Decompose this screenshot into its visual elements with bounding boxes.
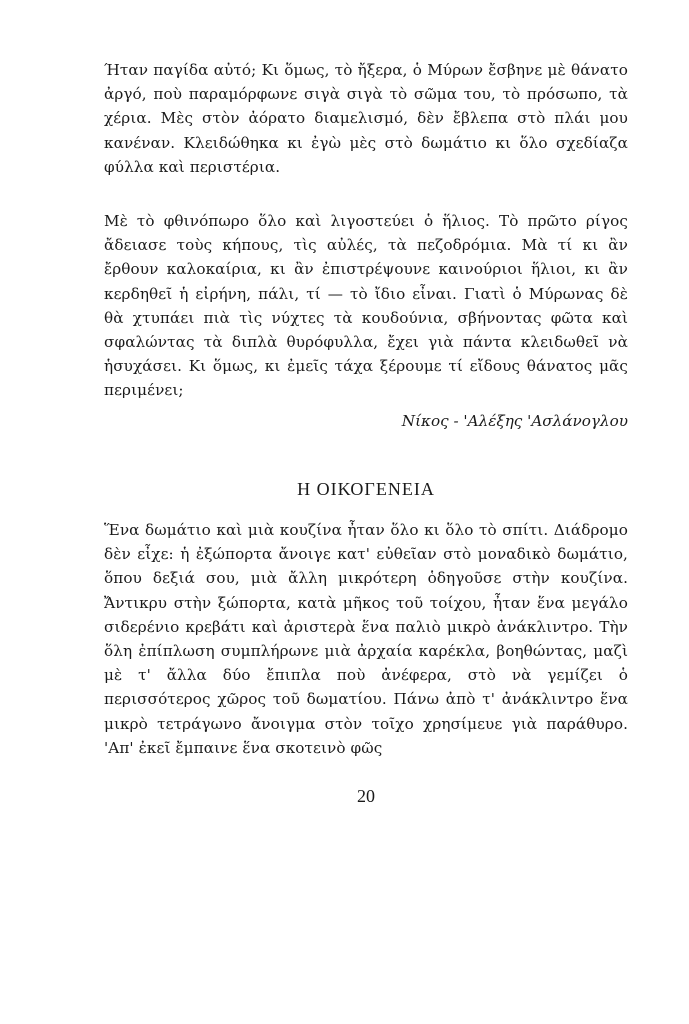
- section-paragraph: [104, 518, 628, 760]
- poem-paragraph-2: [104, 209, 628, 403]
- page-number: 20: [357, 786, 375, 806]
- section-paragraph-text: Ἕνα δωμάτιο καὶ μιὰ κουζίνα ἦταν ὅλο κι ὅλο τὸ σπίτι. Διάδρομο δὲν εἶχε: ἡ ἐξώπορτα ἄνοιγε κατ' εὐθεῖαν στὸ μοναδικὸ δωμάτιο, ὅπου δεξιά σου, μιὰ ἄλλη μικρότερη ὁδηγοῦσε στὴν κουζίνα. Ἄντικρυ στὴν ξώπορτα, κατὰ μῆκος τοῦ τοίχου, ἦταν ἕνα μεγάλο σιδερένιο κρεβάτι καὶ ἀριστερὰ ἕνα παλιὸ μικρὸ ἀνάκλιντρο. Τὴν ὅλη ἐπίπλωση συμπλήρωνε μιὰ ἀρχαία καρέκλα, βοηθώντας, μαζὶ μὲ τ' ἄλλα δύο ἔπιπλα ποὺ ἀνέφερα, στὸ νὰ γεμίζει ὁ περισσότερος χῶρος τοῦ δωματίου. Πάνω ἀπὸ τ' ἀνάκλιντρο ἕνα μικρὸ τετράγωνο ἄνοιγμα στὸν τοῖχο χρησίμευε γιὰ παράθυρο. 'Απ' ἐκεῖ ἔμπαινε ἕνα σκοτεινὸ φῶς: [104, 521, 628, 757]
- section-title: Η ΟΙΚΟΓΕΝΕΙΑ: [297, 479, 435, 499]
- poem-paragraph-1: [104, 58, 628, 179]
- poem-paragraph-2-text: Μὲ τὸ φθινόπωρο ὅλο καὶ λιγοστεύει ὁ ἥλιος. Τὸ πρῶτο ρίγος ἄδειασε τοὺς κήπους, τὶς αὐλές, τὰ πεζοδρόμια. Μὰ τί κι ἂν ἔρθουν καλοκαίρια, κι ἂν ἐπιστρέψουνε καινούριοι ἥλιοι, κι ἂν κερδηθεῖ ἡ εἰρήνη, πάλι, τί — τὸ ἴδιο εἶναι. Γιατὶ ὁ Μύρωνας δὲ θὰ χτυπάει πιὰ τὶς νύχτες τὰ κουδούνια, σβήνοντας φῶτα καὶ σφαλώντας τὰ διπλὰ θυρόφυλλα, ἔχει γιὰ πάντα κλειδωθεῖ νὰ ἡσυχάσει. Κι ὅμως, κι ἐμεῖς τάχα ξέρουμε τί εἴδους θάνατος μᾶς περιμένει;: [104, 212, 628, 400]
- poem-paragraph-1-text: Ήταν παγίδα αὐτό; Κι ὅμως, τὸ ἤξερα, ὁ Μύρων ἔσβηνε μὲ θάνατο ἀργό, ποὺ παραμόρφωνε σιγὰ σιγὰ τὸ σῶμα του, τὸ πρόσωπο, τὰ χέρια. Μὲς στὸν ἀόρατο διαμελισμό, δὲν ἔβλεπα στὸ πλάι μου κανέναν. Κλειδώθηκα κι ἐγὼ μὲς στὸ δωμάτιο κι ὅλο σχεδίαζα φύλλα καὶ περιστέρια.: [104, 61, 628, 176]
- poem-author: Νίκος - 'Αλέξης 'Ασλάνογλου: [401, 412, 628, 430]
